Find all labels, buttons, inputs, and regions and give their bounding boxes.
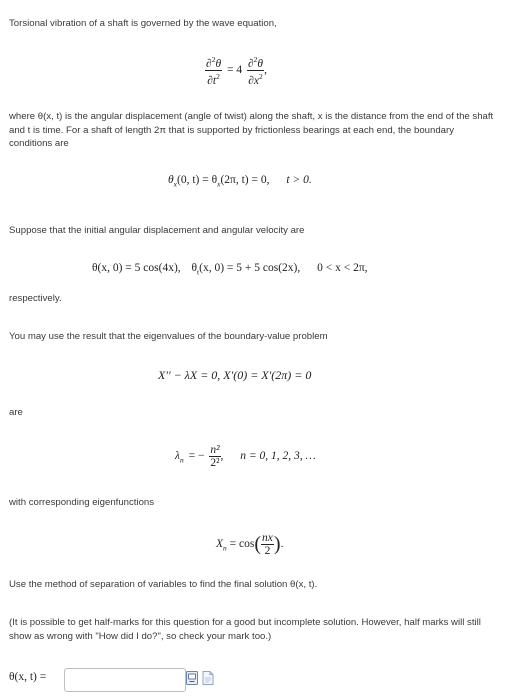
where-text: where θ(x, t) is the angular displacement (angle of twist) along the shaft, x is the distance from the end of the shaft and t is time. For a shaft of length 2π that is supported by frictionless bearings at each end, the boundary conditions are (9, 111, 494, 149)
are-text: are (9, 407, 23, 418)
document-icon[interactable] (202, 671, 214, 685)
answer-label: θ(x, t) = (9, 671, 47, 683)
eigenfunctions-text: with corresponding eigenfunctions (9, 497, 155, 508)
answer-input[interactable] (64, 668, 186, 692)
respectively-text: respectively. (9, 293, 62, 304)
eigenvalue-text: You may use the result that the eigenvalues of the boundary-value problem (9, 331, 328, 342)
intro-text: Torsional vibration of a shaft is governed by the wave equation, (9, 18, 277, 29)
eigenvalues-formula: $\lambda_n$ = − $\frac{\text{n²}}{\text{2²}}$ , n = 0, 1, 2, 3, … (175, 444, 316, 469)
wave-equation: $\frac{\partial^2\theta}{\partial t^2}$ = 4 $\frac{\partial^2\theta}{\partial x^2}$ , (206, 55, 267, 87)
initial-conditions: θ(x, 0) = 5 cos(4x), $\theta_t(x$, 0) = 5 + 5 cos(2x), 0 < x < 2π, (92, 262, 368, 277)
eigenvalue-fraction: $\frac{\text{n²}}{\text{2²}}$ (210, 444, 220, 469)
boundary-value-problem: X′′ − λX = 0, X′(0) = X′(2π) = 0 (158, 368, 312, 382)
eigenfunction-fraction: $\frac{nx}{2}$ (262, 532, 273, 557)
suppose-text: Suppose that the initial angular displacement and angular velocity are (9, 225, 305, 236)
note-text: (It is possible to get half-marks for this question for a good but incomplete solution. However, half marks will still show as wrong with "How did I do?", so check your mark too.) (9, 617, 481, 642)
method-text: Use the method of separation of variables to find the final solution θ(x, t). (9, 579, 318, 590)
equation-editor-icon[interactable] (186, 671, 198, 685)
rhs-fraction: $\frac{\partial^2\theta}{\partial x^2}$ (247, 55, 264, 87)
eigenfunctions-formula: $X_n = \cos$( $\frac{nx}{2}$ ). (216, 532, 284, 557)
boundary-conditions: $\theta_x(0$, $t) = \theta_x(2\pi$, t) = 0, t > 0. (168, 174, 312, 189)
lhs-fraction: $\frac{\partial^2\theta}{\partial t^2}$ (206, 55, 222, 87)
